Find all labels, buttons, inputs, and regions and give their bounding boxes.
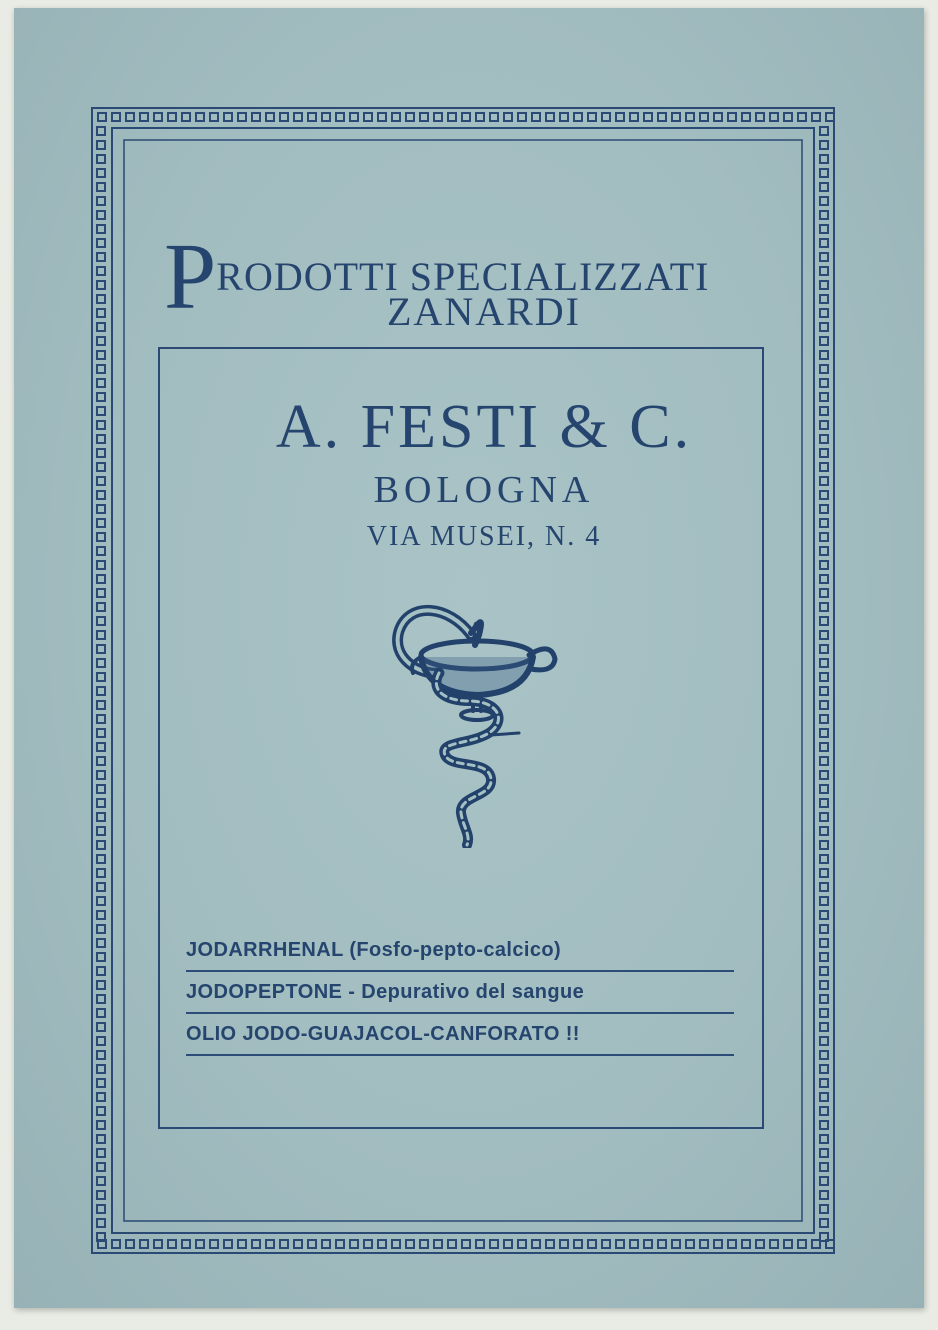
booklet-cover [14,8,924,1308]
product-list [186,930,734,1056]
product-item: JODARRHENAL (Fosfo-pepto-calcico) [186,930,734,972]
serpent-bowl-emblem-icon [379,583,579,848]
product-item: OLIO JODO-GUAJACOL-CANFORATO !! [186,1014,734,1056]
cover-subtitle: ZANARDI [387,289,581,334]
title-drop-cap: P [164,225,217,329]
title-rest: RODOTTI SPECIALIZZATI [216,254,710,299]
company-city: BOLOGNA [373,469,595,511]
company-name: A. FESTI & C. [275,393,693,461]
company-address: VIA MUSEI, N. 4 [366,521,602,552]
product-item: JODOPEPTONE - Depurativo del sangue [186,972,734,1014]
